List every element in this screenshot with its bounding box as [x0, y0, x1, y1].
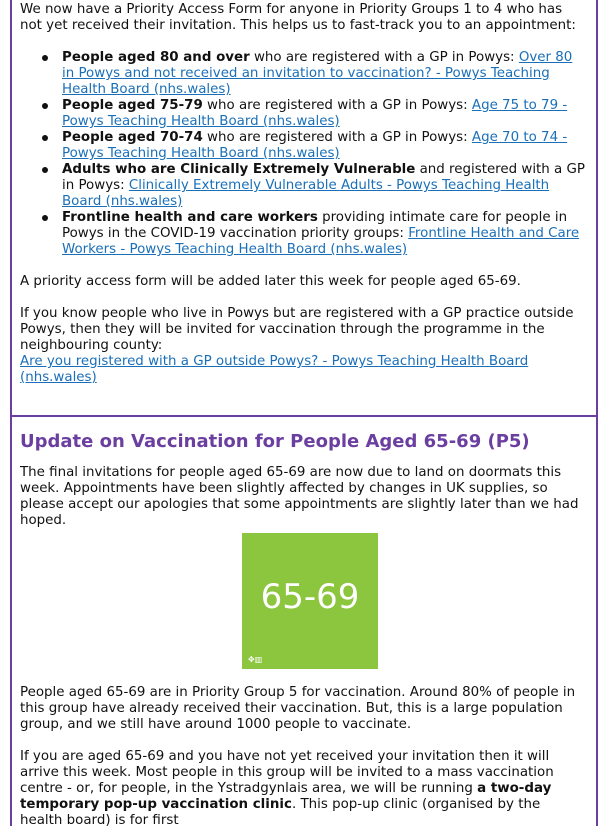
over-80-link[interactable]: Over 80 in Powys and not received an invitation to vaccination? - Powys Teaching Health Board (nhs.wales)	[62, 50, 573, 97]
priority-group-list	[20, 50, 586, 258]
update-paragraph-1: The final invitations for people aged 65-69 are now due to land on doormats this week. Appointments have been slightly affected by changes in UK supplies, so please accept our apologies that some appointments are slightly later than we had hoped.	[20, 465, 579, 528]
priority-access-section	[10, 0, 598, 417]
update-paragraph-3	[20, 749, 586, 829]
group-name: People aged 80 and over	[62, 50, 250, 65]
group-text: who are registered with a GP in Powys:	[249, 50, 519, 65]
outside-powys-text: If you know people who live in Powys but are registered with a GP practice outside Powys, then they will be invited for vaccination through the programme in the neighbouring county:	[20, 306, 574, 353]
list-item	[20, 50, 586, 98]
group-text: who are registered with a GP in Powys:	[202, 130, 472, 145]
popup-clinic-emphasis: a two-day temporary pop-up vaccination clinic	[20, 781, 552, 812]
priority-note: A priority access form will be added later this week for people aged 65-69.	[20, 274, 521, 289]
para3-start: If you are aged 65-69 and you have not yet received your invitation then it will arrive this week. Most people in this group will be invited to a mass vaccination centre - or, for people, in the Ystradgynlais area, we will be running	[20, 749, 554, 796]
age-75-79-link[interactable]: Age 75 to 79 - Powys Teaching Health Board (nhs.wales)	[62, 98, 568, 129]
update-paragraph-2: People aged 65-69 are in Priority Group 5 for vaccination. Around 80% of people in this group have already received their vaccination. But, this is a large population group, and we still have around 1000 people to vaccinate.	[20, 685, 576, 732]
list-item	[20, 130, 586, 162]
frontline-workers-link[interactable]: Frontline Health and Care Workers - Powys Teaching Health Board (nhs.wales)	[62, 226, 580, 257]
logo-icon: ✥▥	[248, 655, 263, 664]
group-text: and registered with a GP in Powys:	[62, 162, 585, 193]
clinically-vulnerable-link[interactable]: Clinically Extremely Vulnerable Adults - Powys Teaching Health Board (nhs.wales)	[62, 178, 550, 209]
age-65-69-tile	[242, 533, 378, 669]
list-item	[20, 162, 586, 210]
list-item	[20, 98, 586, 130]
list-item	[20, 210, 586, 258]
group-name: People aged 75-79	[62, 98, 203, 113]
group-text: providing intimate care for people in Powys in the COVID-19 vaccination priority groups:	[62, 210, 568, 241]
group-name: Frontline health and care workers	[62, 210, 318, 225]
age-70-74-link[interactable]: Age 70 to 74 - Powys Teaching Health Board (nhs.wales)	[62, 130, 568, 161]
section-heading: Update on Vaccination for People Aged 65-69 (P5)	[20, 431, 530, 452]
outside-powys-paragraph	[20, 306, 586, 386]
group-name: People aged 70-74	[62, 130, 203, 145]
tile-label: 65-69	[260, 577, 360, 617]
outside-powys-link[interactable]: Are you registered with a GP outside Powys? - Powys Teaching Health Board (nhs.wales)	[20, 354, 529, 385]
group-name: Adults who are Clinically Extremely Vulnerable	[62, 162, 416, 177]
update-65-69-section	[10, 417, 598, 826]
group-text: who are registered with a GP in Powys:	[202, 98, 472, 113]
intro-paragraph: We now have a Priority Access Form for anyone in Priority Groups 1 to 4 who has not yet received their invitation. This helps us to fast-track you to an appointment:	[20, 2, 576, 33]
para3-end: . This pop-up clinic (organised by the health board) is for first	[20, 797, 541, 828]
